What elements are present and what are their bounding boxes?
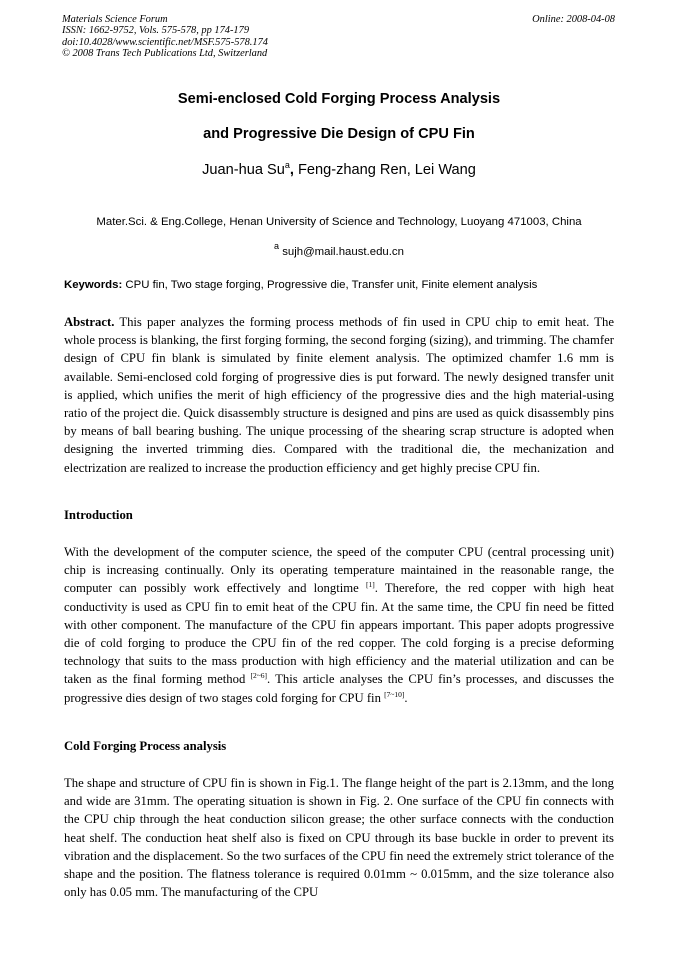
doi-line[interactable]: doi:10.4028/www.scientific.net/MSF.575-578.174 <box>62 36 268 48</box>
abstract-text: This paper analyzes the forming process methods of fin used in CPU chip to emit heat. The whole process is blanking, the first forging forming, the second forging (sizing), and trimming. The chamfer design of CPU fin blank is simulated by finite element analysis. The optimized chamfer 1.6 mm is available. Semi-enclosed cold forging of progressive dies is put forward. The newly designed transfer unit is applied, which unifies the merit of high efficiency of the progressive dies and the high material-using ratio of the project die. Quick disassembly structure is designed and pins are used as quick disassembly pins by means of ball bearing bushing. The unique processing of the shearing scrap structure is adopted when designing the inverted trimming dies. Compared with the traditional die, the mechanization and electrization are realized to increase the production efficiency and get highly precise CPU fin. <box>64 315 614 475</box>
paper-title-line-1: Semi-enclosed Cold Forging Process Analysis <box>177 91 501 107</box>
author-first: Juan-hua Su <box>202 162 285 178</box>
citation-2[interactable]: [2~6] <box>250 671 268 681</box>
copyright-line: © 2008 Trans Tech Publications Ltd, Switzerland <box>62 48 268 60</box>
journal-header <box>62 14 615 60</box>
cold-forging-heading: Cold Forging Process analysis <box>64 739 227 753</box>
intro-text-4: . <box>404 690 408 705</box>
email-mark: a <box>274 241 280 251</box>
citation-3[interactable]: [7~10] <box>384 689 405 699</box>
author-email <box>0 241 678 258</box>
keywords <box>64 279 624 291</box>
affiliation: Mater.Sci. & Eng.College, Henan University of Science and Technology, Luoyang 471003, China <box>96 216 582 228</box>
abstract <box>64 313 614 477</box>
cold-forging-paragraph: The shape and structure of CPU fin is shown in Fig.1. The flange height of the part is 2.13mm, and the long and wide are 31mm. The operating situation is shown in Fig. 2. One surface of the CPU fin connects with the CPU chip through the heat conduction silicon grease; the other surface connects with the conduction heat shelf. The conduction heat shelf also is fixed on CPU through its base buckle in order to prevent its vibration and the displacement. So the two surfaces of the CPU fin need the extremely strict tolerance of the shape and the position. The flatness tolerance is required 0.01mm ~ 0.015mm, and the size tolerance also only has 0.05 mm. The manufacturing of the CPU <box>64 776 614 900</box>
journal-name: Materials Science Forum <box>62 14 168 25</box>
email-address[interactable]: sujh@mail.haust.edu.cn <box>282 246 404 258</box>
intro-text-3: . This article analyses the CPU fin’s processes, and discusses the progressive dies design of two stages cold forging for CPU fin <box>64 672 614 705</box>
author-affiliation-mark: a <box>284 160 290 170</box>
author-others: Feng-zhang Ren, Lei Wang <box>293 162 476 178</box>
intro-text-1: With the development of the computer science, the speed of the computer CPU (central processing unit) chip is increasing continually. Only its operating temperature maintained in the reasonable range, the computer can possibly work effectively and longtime <box>64 545 614 596</box>
author-separator: , <box>289 162 294 178</box>
keywords-text: CPU fin, Two stage forging, Progressive die, Transfer unit, Finite element analysis <box>125 279 538 291</box>
introduction-paragraph <box>64 543 614 707</box>
introduction-heading: Introduction <box>64 508 133 522</box>
online-date: Online: 2008-04-08 <box>532 14 615 25</box>
keywords-label: Keywords: <box>64 279 123 291</box>
author-list <box>0 160 678 178</box>
issn-line: ISSN: 1662-9752, Vols. 575-578, pp 174-179 <box>62 25 250 37</box>
paper-title-line-2: and Progressive Die Design of CPU Fin <box>203 126 475 142</box>
intro-text-2: . Therefore, the red copper with high heat conductivity is used as CPU fin to emit heat of the CPU fin. At the same time, the CPU fin need be fitted with other component. The manufacture of the CPU fin appears important. This paper adopts progressive die of cold forging to produce the CPU fin of the red copper. The cold forging is a precise deforming technology that suits to the mass production with high efficiency and the material utilization and can be taken as the final forming method <box>64 581 614 687</box>
citation-1[interactable]: [1] <box>366 580 375 590</box>
abstract-label: Abstract. <box>64 315 115 329</box>
